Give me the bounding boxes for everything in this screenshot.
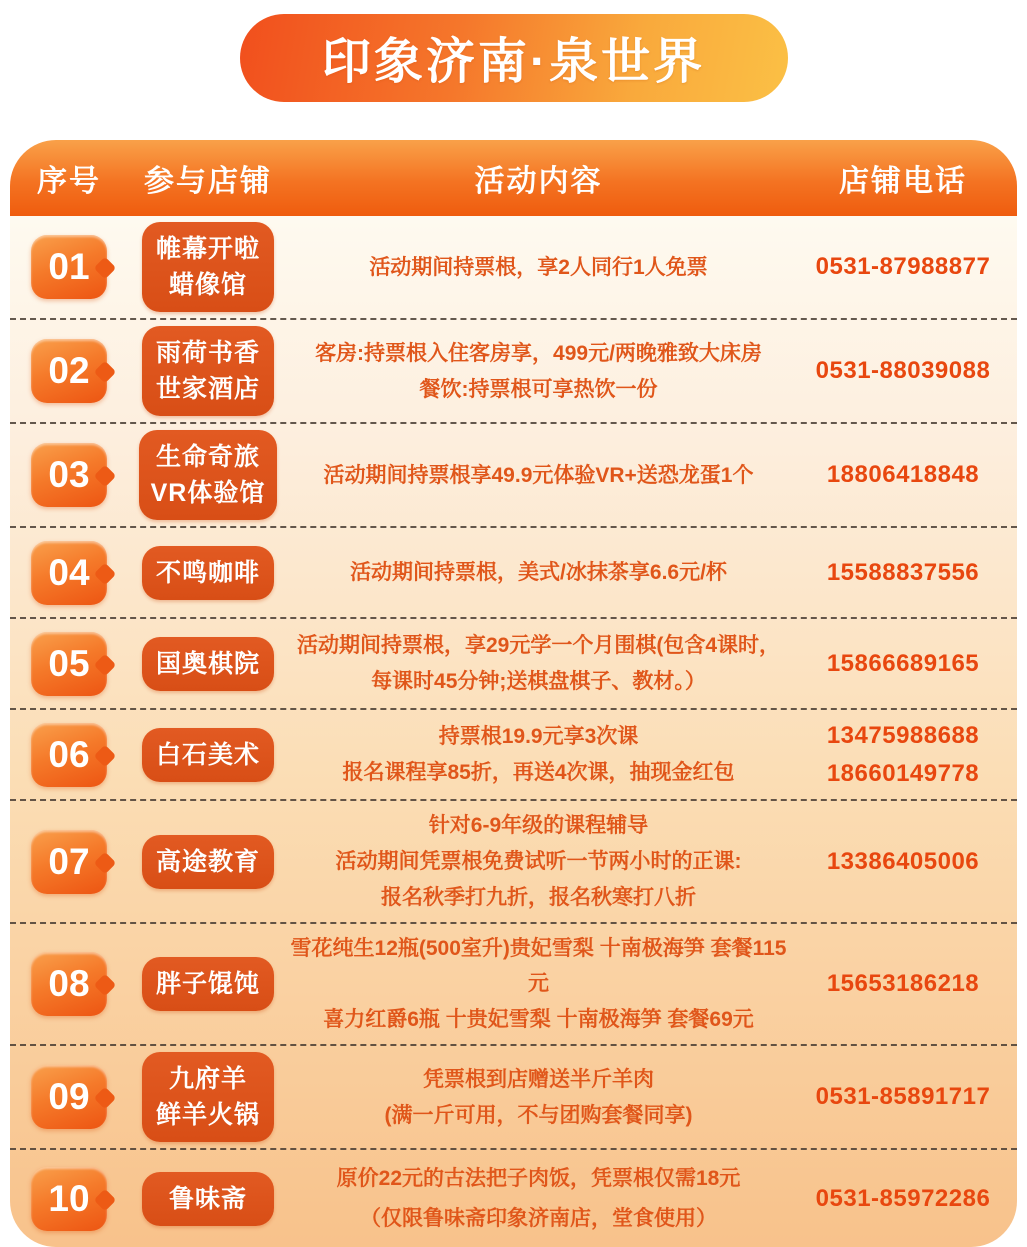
text-line: 15866689165	[826, 649, 980, 677]
table-row	[10, 924, 1017, 1046]
table-row	[10, 320, 1017, 424]
text-line: 18660149778	[826, 759, 980, 787]
serial-badge: 07	[31, 830, 107, 894]
text-line: 凭票根到店赠送半斤羊肉	[423, 1067, 654, 1091]
text-line: 0531-85891717	[815, 1083, 991, 1110]
activity-content	[288, 627, 789, 700]
text-line: 15588837556	[826, 558, 980, 586]
store-badge	[142, 326, 274, 416]
serial-badge: 04	[31, 541, 107, 605]
store-cell	[128, 957, 288, 1011]
store-phone	[789, 352, 1017, 390]
serial-cell	[10, 1065, 128, 1129]
activity-content	[288, 249, 789, 286]
activity-content	[288, 807, 789, 916]
table-header-row	[10, 140, 1017, 216]
table-row	[10, 1046, 1017, 1150]
store-cell	[128, 546, 288, 600]
text-line: 每课时45分钟;送棋盘棋子、教材。）	[371, 670, 706, 693]
store-cell	[128, 222, 288, 312]
table-row	[10, 1150, 1017, 1247]
text-line: 雨荷书香	[155, 339, 260, 367]
table-row	[10, 710, 1017, 801]
text-line: 国奥棋院	[155, 649, 260, 678]
text-line: 13475988688	[826, 721, 980, 749]
text-line: VR体验馆	[150, 479, 266, 507]
text-line: 报名秋季打九折，报名秋寒打八折	[381, 886, 696, 909]
store-phone	[789, 554, 1017, 592]
text-line: 不鸣咖啡	[155, 558, 260, 587]
store-phone	[789, 965, 1017, 1003]
text-line: 生命奇旅	[155, 443, 260, 471]
store-badge	[142, 222, 274, 312]
activity-content	[288, 554, 789, 591]
store-cell	[128, 430, 288, 520]
serial-cell	[10, 443, 128, 507]
text-line: 胖子馄饨	[155, 970, 260, 998]
text-line: 雪花纯生12瓶(500室升)贵妃雪梨 十南极海笋 套餐115元	[290, 937, 787, 995]
text-line: 活动期间凭票根免费试听一节两小时的正课:	[335, 850, 742, 873]
serial-badge: 05	[31, 632, 107, 696]
text-line: 喜力红爵6瓶 十贵妃雪梨 十南极海笋 套餐69元	[323, 1008, 754, 1031]
poster-title-text: 印象济南·泉世界	[321, 35, 706, 89]
serial-cell	[10, 1167, 128, 1231]
text-line: 18806418848	[826, 461, 980, 488]
serial-badge: 10	[31, 1167, 107, 1231]
text-line: 帷幕开啦	[155, 235, 260, 263]
text-line: 0531-88039088	[815, 357, 991, 384]
text-line: 客房:持票根入住客房享，499元/两晚雅致大床房	[315, 341, 762, 365]
table-body	[10, 216, 1017, 1247]
store-badge	[142, 1172, 274, 1226]
activity-content	[288, 1156, 789, 1241]
text-line: 活动期间持票根享49.9元体验VR+送恐龙蛋1个	[323, 463, 754, 487]
store-phone	[789, 1078, 1017, 1116]
table-row	[10, 216, 1017, 320]
text-line: 蜡像馆	[168, 271, 247, 299]
serial-cell	[10, 339, 128, 403]
text-line: 世家酒店	[155, 375, 260, 403]
store-phone	[789, 456, 1017, 494]
header-serial: 序号	[37, 165, 101, 198]
serial-cell	[10, 723, 128, 787]
store-badge	[142, 728, 274, 782]
serial-badge: 01	[31, 235, 107, 299]
store-badge	[142, 1052, 274, 1142]
table-row	[10, 528, 1017, 619]
serial-cell	[10, 235, 128, 299]
serial-cell	[10, 830, 128, 894]
store-phone	[789, 843, 1017, 881]
activity-content	[288, 1061, 789, 1134]
text-line: 高途教育	[155, 847, 260, 876]
serial-cell	[10, 952, 128, 1016]
store-badge	[142, 637, 274, 691]
serial-cell	[10, 632, 128, 696]
activity-content	[288, 457, 789, 494]
store-cell	[128, 1052, 288, 1142]
activity-content	[288, 930, 789, 1038]
store-cell	[128, 1172, 288, 1226]
header-store: 参与店铺	[144, 165, 272, 198]
text-line: 餐饮:持票根可享热饮一份	[419, 377, 658, 401]
text-line: 鲁味斋	[168, 1184, 247, 1213]
text-line: 白石美术	[155, 740, 260, 769]
text-line: 活动期间持票根，享29元学一个月围棋(包含4课时，	[296, 634, 781, 657]
serial-badge: 02	[31, 339, 107, 403]
activity-content	[288, 718, 789, 791]
text-line: 15653186218	[826, 970, 980, 997]
table-row	[10, 424, 1017, 528]
table-row	[10, 801, 1017, 924]
text-line: 针对6-9年级的课程辅导	[428, 814, 649, 837]
text-line: 九府羊	[168, 1065, 247, 1093]
store-badge	[142, 835, 274, 889]
text-line: （仅限鲁味斋印象济南店，堂食使用）	[360, 1207, 717, 1230]
serial-badge: 09	[31, 1065, 107, 1129]
poster-title	[240, 14, 788, 102]
store-cell	[128, 835, 288, 889]
header-content: 活动内容	[474, 165, 603, 198]
text-line: 0531-85972286	[815, 1184, 991, 1212]
serial-badge: 03	[31, 443, 107, 507]
text-line: 0531-87988877	[815, 253, 991, 280]
store-cell	[128, 728, 288, 782]
store-cell	[128, 637, 288, 691]
store-phone	[789, 1180, 1017, 1218]
text-line: 13386405006	[826, 847, 980, 875]
text-line: 活动期间持票根，美式/冰抹茶享6.6元/杯	[350, 561, 727, 584]
text-line: 活动期间持票根，享2人同行1人免票	[369, 255, 708, 279]
serial-badge: 06	[31, 723, 107, 787]
store-cell	[128, 326, 288, 416]
store-phone	[789, 248, 1017, 286]
activity-content	[288, 335, 789, 408]
serial-cell	[10, 541, 128, 605]
text-line: 原价22元的古法把子肉饭，凭票根仅需18元	[336, 1167, 741, 1190]
store-phone	[789, 717, 1017, 793]
table-row	[10, 619, 1017, 710]
text-line: 报名课程享85折，再送4次课，抽现金红包	[342, 761, 735, 784]
store-badge	[139, 430, 278, 520]
text-line: 鲜羊火锅	[155, 1101, 260, 1129]
store-badge	[142, 546, 274, 600]
promo-table	[10, 140, 1017, 1247]
store-phone	[789, 645, 1017, 683]
header-phone: 店铺电话	[839, 165, 967, 198]
serial-badge: 08	[31, 952, 107, 1016]
text-line: 持票根19.9元享3次课	[438, 725, 639, 748]
store-badge	[142, 957, 274, 1011]
text-line: (满一斤可用，不与团购套餐同享)	[384, 1103, 693, 1127]
